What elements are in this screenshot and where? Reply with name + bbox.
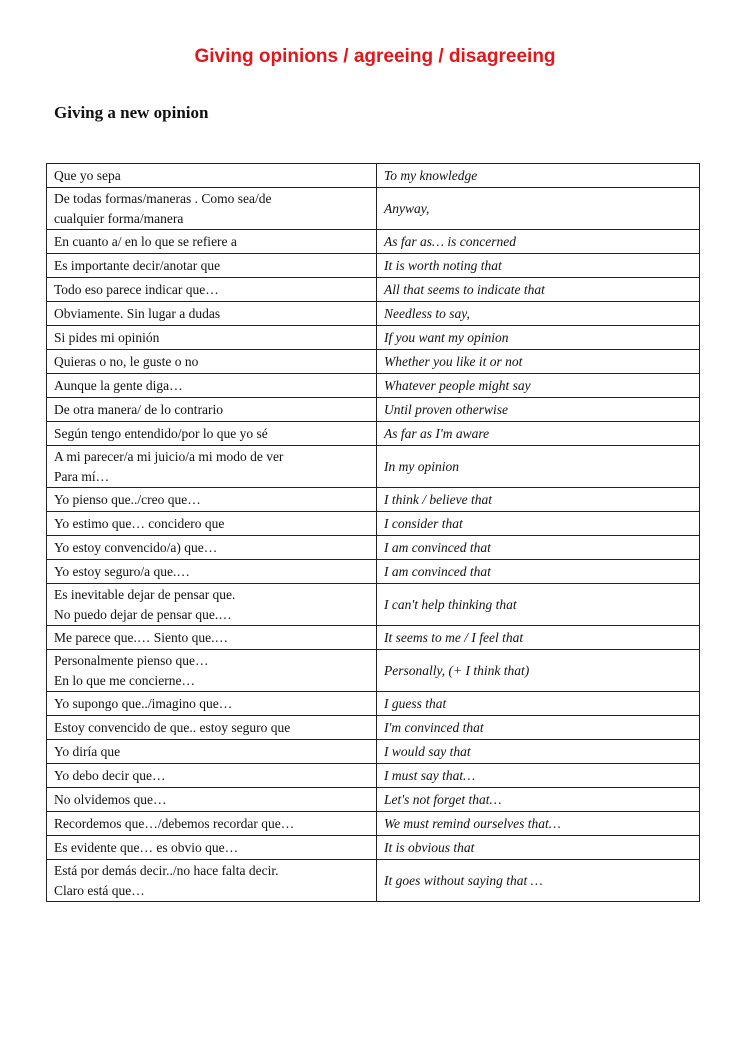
phrases-table [46, 163, 700, 902]
spanish-phrase-line: Para mí… [54, 468, 110, 484]
table-row [47, 488, 700, 512]
spanish-phrase-cell [47, 398, 377, 422]
spanish-phrase-cell [47, 650, 377, 692]
spanish-phrase-cell [47, 188, 377, 230]
spanish-phrase-line: Está por demás decir../no hace falta decir. [54, 862, 279, 878]
english-phrase-cell: Personally, (+ I think that) [377, 650, 700, 692]
spanish-phrase-cell [47, 278, 377, 302]
table-row [47, 788, 700, 812]
english-phrase-cell: Whether you like it or not [377, 350, 700, 374]
table-row [47, 254, 700, 278]
table-row [47, 512, 700, 536]
spanish-phrase-cell [47, 860, 377, 902]
english-phrase-cell: It goes without saying that … [377, 860, 700, 902]
english-phrase-cell: I consider that [377, 512, 700, 536]
spanish-phrase-cell [47, 536, 377, 560]
english-phrase-cell: In my opinion [377, 446, 700, 488]
table-row [47, 230, 700, 254]
spanish-phrase-cell [47, 836, 377, 860]
spanish-phrase-line: Me parece que.… Siento que.… [54, 629, 228, 645]
english-phrase-cell: To my knowledge [377, 164, 700, 188]
table-row [47, 446, 700, 488]
spanish-phrase-cell [47, 164, 377, 188]
table-row [47, 626, 700, 650]
spanish-phrase-line: En lo que me concierne… [54, 672, 195, 688]
spanish-phrase-line: Yo supongo que../imagino que… [54, 695, 233, 711]
english-phrase-cell: I would say that [377, 740, 700, 764]
spanish-phrase-line: En cuanto a/ en lo que se refiere a [54, 233, 237, 249]
english-phrase-cell: We must remind ourselves that… [377, 812, 700, 836]
table-row [47, 692, 700, 716]
spanish-phrase-cell [47, 350, 377, 374]
english-phrase-cell: I must say that… [377, 764, 700, 788]
spanish-phrase-cell [47, 326, 377, 350]
table-row [47, 716, 700, 740]
english-phrase-cell: It seems to me / I feel that [377, 626, 700, 650]
spanish-phrase-line: Es importante decir/anotar que [54, 257, 221, 273]
english-phrase-cell: All that seems to indicate that [377, 278, 700, 302]
table-row [47, 326, 700, 350]
spanish-phrase-cell [47, 230, 377, 254]
spanish-phrase-cell [47, 716, 377, 740]
table-row [47, 536, 700, 560]
spanish-phrase-line: Yo pienso que../creo que… [54, 491, 201, 507]
table-row [47, 740, 700, 764]
spanish-phrase-line: A mi parecer/a mi juicio/a mi modo de ver [54, 448, 284, 464]
spanish-phrase-line: Estoy convencido de que.. estoy seguro que [54, 719, 291, 735]
spanish-phrase-line: Es evidente que… es obvio que… [54, 839, 239, 855]
spanish-phrase-cell [47, 422, 377, 446]
spanish-phrase-cell [47, 512, 377, 536]
spanish-phrase-cell [47, 788, 377, 812]
section-heading: Giving a new opinion [54, 103, 209, 122]
spanish-phrase-cell [47, 812, 377, 836]
spanish-phrase-cell [47, 692, 377, 716]
spanish-phrase-cell [47, 254, 377, 278]
english-phrase-cell: It is worth noting that [377, 254, 700, 278]
table-row [47, 836, 700, 860]
english-phrase-cell: As far as… is concerned [377, 230, 700, 254]
spanish-phrase-cell [47, 560, 377, 584]
document-title: Giving opinions / agreeing / disagreeing [194, 46, 556, 67]
spanish-phrase-line: Personalmente pienso que… [54, 652, 209, 668]
spanish-phrase-line: Todo eso parece indicar que… [54, 281, 219, 297]
english-phrase-cell: I can't help thinking that [377, 584, 700, 626]
table-row [47, 422, 700, 446]
spanish-phrase-line: Recordemos que…/debemos recordar que… [54, 815, 295, 831]
spanish-phrase-line: Yo estoy convencido/a) que… [54, 539, 218, 555]
english-phrase-cell: I guess that [377, 692, 700, 716]
spanish-phrase-line: cualquier forma/manera [54, 210, 184, 226]
spanish-phrase-line: Obviamente. Sin lugar a dudas [54, 305, 221, 321]
spanish-phrase-cell [47, 584, 377, 626]
english-phrase-cell: As far as I'm aware [377, 422, 700, 446]
spanish-phrase-line: Si pides mi opinión [54, 329, 160, 345]
spanish-phrase-cell [47, 302, 377, 326]
table-row [47, 350, 700, 374]
table-row [47, 650, 700, 692]
english-phrase-cell: I'm convinced that [377, 716, 700, 740]
spanish-phrase-line: Según tengo entendido/por lo que yo sé [54, 425, 268, 441]
spanish-phrase-cell [47, 740, 377, 764]
table-row [47, 188, 700, 230]
spanish-phrase-line: Aunque la gente diga… [54, 377, 183, 393]
english-phrase-cell: I am convinced that [377, 536, 700, 560]
english-phrase-cell: Whatever people might say [377, 374, 700, 398]
spanish-phrase-cell [47, 626, 377, 650]
spanish-phrase-line: No puedo dejar de pensar que.… [54, 606, 232, 622]
spanish-phrase-line: Que yo sepa [54, 167, 121, 183]
english-phrase-cell: Needless to say, [377, 302, 700, 326]
spanish-phrase-cell [47, 446, 377, 488]
table-row [47, 584, 700, 626]
spanish-phrase-line: Yo estimo que… concidero que [54, 515, 225, 531]
spanish-phrase-line: Es inevitable dejar de pensar que. [54, 586, 236, 602]
english-phrase-cell: I think / believe that [377, 488, 700, 512]
spanish-phrase-line: Yo debo decir que… [54, 767, 166, 783]
spanish-phrase-line: Claro está que… [54, 882, 145, 898]
table-row [47, 764, 700, 788]
table-row [47, 164, 700, 188]
english-phrase-cell: Let's not forget that… [377, 788, 700, 812]
table-row [47, 560, 700, 584]
spanish-phrase-line: De todas formas/maneras . Como sea/de [54, 190, 272, 206]
spanish-phrase-line: No olvidemos que… [54, 791, 167, 807]
table-row [47, 302, 700, 326]
spanish-phrase-cell [47, 488, 377, 512]
english-phrase-cell: Until proven otherwise [377, 398, 700, 422]
table-row [47, 278, 700, 302]
table-row [47, 812, 700, 836]
english-phrase-cell: Anyway, [377, 188, 700, 230]
english-phrase-cell: If you want my opinion [377, 326, 700, 350]
spanish-phrase-cell [47, 374, 377, 398]
spanish-phrase-cell [47, 764, 377, 788]
table-row [47, 374, 700, 398]
spanish-phrase-line: De otra manera/ de lo contrario [54, 401, 224, 417]
table-row [47, 860, 700, 902]
spanish-phrase-line: Quieras o no, le guste o no [54, 353, 199, 369]
spanish-phrase-line: Yo estoy seguro/a que.… [54, 563, 190, 579]
table-row [47, 398, 700, 422]
english-phrase-cell: I am convinced that [377, 560, 700, 584]
spanish-phrase-line: Yo diría que [54, 743, 121, 759]
english-phrase-cell: It is obvious that [377, 836, 700, 860]
